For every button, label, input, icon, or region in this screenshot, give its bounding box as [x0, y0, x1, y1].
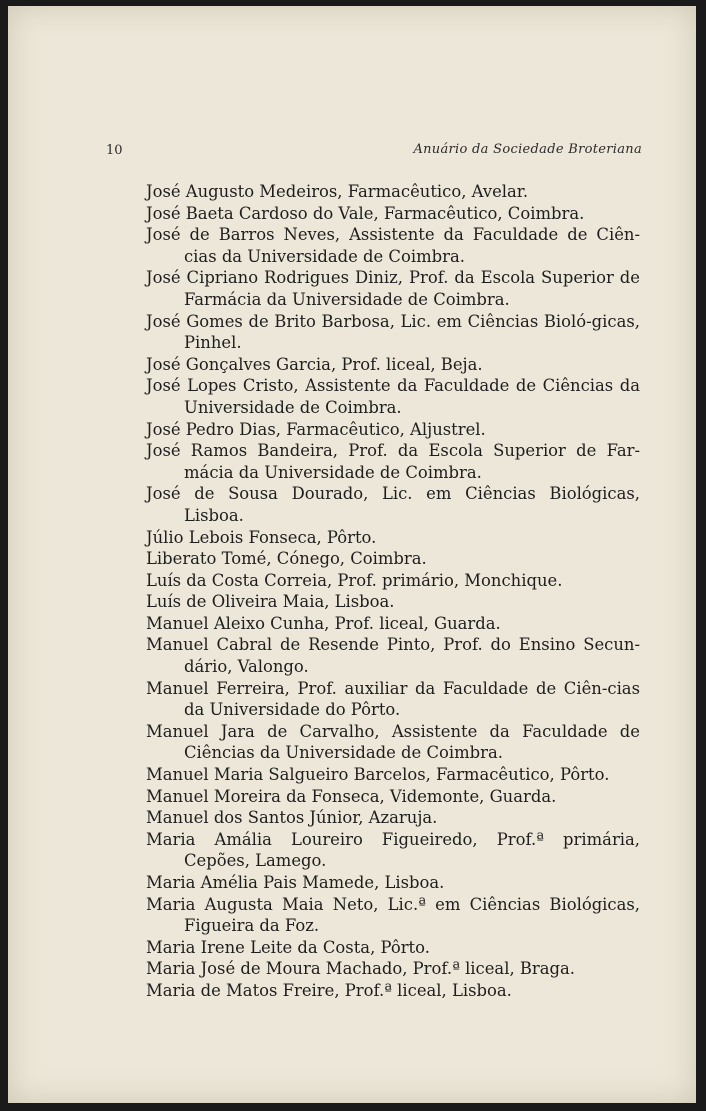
- list-item: José Ramos Bandeira, Prof. da Escola Superior de Far-mácia da Universidade de Coimbra.: [146, 441, 640, 482]
- list-item: José de Barros Neves, Assistente da Faculdade de Ciên-cias da Universidade de Coimbra.: [146, 225, 640, 266]
- list-item: José Lopes Cristo, Assistente da Faculdade de Ciências da Universidade de Coimbra.: [146, 376, 640, 417]
- list-item: José Gonçalves Garcia, Prof. liceal, Beja.: [146, 354, 483, 374]
- book-page: [8, 6, 696, 1103]
- list-item: Manuel Aleixo Cunha, Prof. liceal, Guarda.: [146, 613, 501, 633]
- list-item: Luís de Oliveira Maia, Lisboa.: [146, 592, 395, 612]
- list-item: José Augusto Medeiros, Farmacêutico, Avelar.: [146, 182, 529, 201]
- list-item: José de Sousa Dourado, Lic. em Ciências Biológicas, Lisboa.: [146, 484, 640, 525]
- list-item: Manuel Jara de Carvalho, Assistente da Faculdade de Ciências da Universidade de Coimbra.: [146, 721, 640, 763]
- list-item: Manuel Cabral de Resende Pinto, Prof. do Ensino Secun-dário, Valongo.: [146, 635, 640, 677]
- list-item: Maria José de Moura Machado, Prof.ª liceal, Braga.: [146, 959, 575, 979]
- list-item: José Gomes de Brito Barbosa, Lic. em Ciências Bioló-gicas, Pinhel.: [146, 311, 640, 353]
- running-head: Anuário da Sociedade Broteriana: [413, 142, 642, 157]
- list-item: Manuel Ferreira, Prof. auxiliar da Faculdade de Ciên-cias da Universidade do Pôrto.: [146, 678, 640, 720]
- list-item: Manuel dos Santos Júnior, Azaruja.: [146, 808, 438, 828]
- list-item: Liberato Tomé, Cónego, Coimbra.: [146, 549, 427, 569]
- list-item: Maria Irene Leite da Costa, Pôrto.: [146, 937, 430, 957]
- list-item: José Cipriano Rodrigues Diniz, Prof. da Escola Superior de Farmácia da Universidade de Coimbra.: [146, 268, 640, 309]
- member-list: [146, 181, 640, 1002]
- list-item: Manuel Maria Salgueiro Barcelos, Farmacêutico, Pôrto.: [146, 765, 610, 785]
- list-item: Maria Amélia Pais Mamede, Lisboa.: [146, 873, 445, 892]
- list-item: Maria de Matos Freire, Prof.ª liceal, Lisboa.: [146, 980, 512, 1000]
- list-item: José Baeta Cardoso do Vale, Farmacêutico, Coimbra.: [146, 203, 585, 223]
- list-item: Maria Amália Loureiro Figueiredo, Prof.ª primária, Cepões, Lamego.: [146, 829, 640, 871]
- list-item: Luís da Costa Correia, Prof. primário, Monchique.: [146, 570, 563, 590]
- list-item: Júlio Lebois Fonseca, Pôrto.: [146, 527, 377, 547]
- list-item: José Pedro Dias, Farmacêutico, Aljustrel.: [146, 419, 486, 439]
- list-item: Manuel Moreira da Fonseca, Videmonte, Guarda.: [146, 786, 557, 806]
- page-number: 10: [106, 143, 123, 158]
- list-item: Maria Augusta Maia Neto, Lic.ª em Ciências Biológicas, Figueira da Foz.: [146, 894, 640, 936]
